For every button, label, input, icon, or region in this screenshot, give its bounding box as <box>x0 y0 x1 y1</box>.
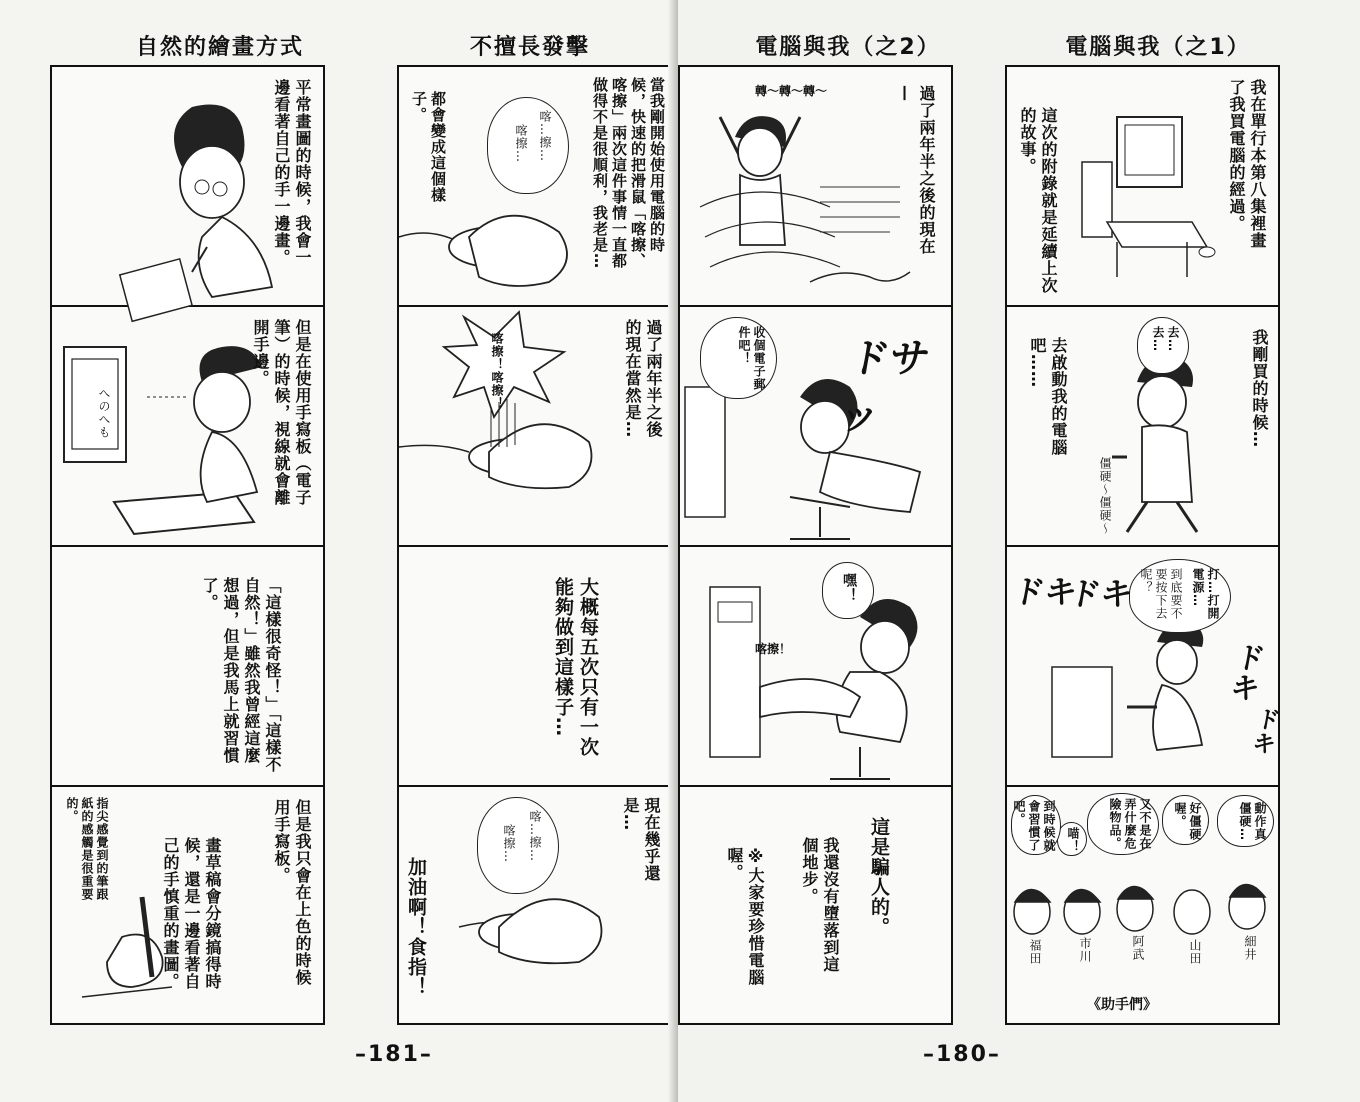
right-page <box>678 0 1360 1102</box>
comic-panel <box>52 67 323 307</box>
comic-panel <box>52 547 323 787</box>
page-number: –181– <box>355 1042 433 1067</box>
narration-text: 加油啊！食指！ <box>405 857 427 997</box>
comic-panel <box>680 547 951 787</box>
speech-bubble: 動作真僵硬… <box>1217 795 1274 847</box>
narration-text: 過了兩年半之後的現在— <box>896 85 936 255</box>
screen-doodle-text: へのへも <box>97 387 111 439</box>
assistant-name: 細井 <box>1243 935 1257 961</box>
narration-text: ※大家要珍惜電腦喔。 <box>725 847 765 986</box>
speech-bubble: 喀…擦… 喀擦… <box>487 97 569 194</box>
narration-text: 去啟動我的電腦吧…… <box>1028 337 1068 456</box>
strip-title: 不擅長發擊 <box>469 35 590 60</box>
sfx-text: ドサッ <box>835 335 934 439</box>
comic-panel <box>1007 547 1284 787</box>
assistant-name: 市川 <box>1078 937 1092 963</box>
comic-panel <box>399 547 670 787</box>
sfx-text: ドキ <box>1245 707 1284 755</box>
speech-bubble: 又不是在弄什麼危險物品。 <box>1087 793 1159 855</box>
comic-strip <box>50 65 325 1025</box>
speech-bubble: 喵！ <box>1057 822 1087 856</box>
speech-bubble: 嘿！ <box>822 562 874 619</box>
comic-panel <box>1007 307 1278 547</box>
speech-bubble: 打…打開電源… 到底要不要按下去呢？ <box>1129 559 1231 633</box>
strip-title: 電腦與我（之2） <box>755 35 941 60</box>
narration-text: 當我剛開始使用電腦的時候，快速的把滑鼠「喀擦、喀擦」兩次這件事情一直都做得不是很順利，我老是… <box>591 77 666 269</box>
strip-title: 電腦與我（之1） <box>1065 35 1251 60</box>
speech-bubble: 收個電子郵件吧！ <box>700 317 777 399</box>
left-page <box>0 0 678 1102</box>
kicking-computer-illustration <box>680 547 951 787</box>
comic-panel <box>680 787 951 1023</box>
narration-text: 「這樣很奇怪！」「這樣不自然！」雖然我曾經這麼想過，但是我馬上就習慣了。 <box>200 577 282 773</box>
caption-text: 《助手們》 <box>1087 997 1157 1013</box>
sfx-text: 喀擦！ <box>755 642 792 656</box>
comic-strip <box>1005 65 1284 1025</box>
sfx-text: 轉～轉～轉～ <box>755 84 828 98</box>
comic-panel <box>399 787 670 1023</box>
sfx-text: ドキ <box>1009 573 1081 611</box>
narration-text: 畫草稿會分鏡搞得時候，還是一邊看著自己的手慎重的畫圖。 <box>161 837 222 990</box>
comic-panel <box>1007 787 1278 1023</box>
speech-bubble: 到時候就會習慣了吧。 <box>1011 795 1061 855</box>
strip-title: 自然的繪畫方式 <box>135 35 304 60</box>
comic-panel <box>52 787 323 1023</box>
narration-text: 大概每五次只有一次能夠做到這樣子… <box>552 577 599 757</box>
narration-text: 這次的附錄就是延續上次的故事。 <box>1018 107 1058 294</box>
comic-panel <box>399 67 670 307</box>
sfx-text: 僵硬～僵硬～ <box>1098 457 1112 535</box>
narration-text: 我還沒有墮落到這個地步。 <box>800 837 840 973</box>
comic-strip <box>397 65 672 1025</box>
burst-text: 喀擦！喀擦！ <box>490 332 504 410</box>
speech-bubble: 好僵硬喔。 <box>1162 795 1209 845</box>
comic-panel <box>52 307 323 547</box>
narration-text: 但是在使用手寫板（電子筆）的時候，視線就會離開手邊。 <box>251 319 312 506</box>
comic-panel <box>680 307 951 547</box>
narration-text: 現在幾乎還是… <box>621 797 661 882</box>
narration-text: 過了兩年半之後的現在當然是… <box>623 319 663 438</box>
comic-panel <box>399 307 670 547</box>
speech-bubble: 喀…擦… 喀擦… <box>477 797 559 894</box>
speech-bubble: 去…去… <box>1137 317 1189 374</box>
side-note: 指尖感覺到的筆跟紙的感觸是很重要的。 <box>65 797 109 901</box>
assistant-name: 阿武 <box>1131 935 1145 961</box>
comic-panel <box>680 67 951 307</box>
narration-text: 平常畫圖的時候，我會一邊看著自己的手一邊畫。 <box>272 79 312 266</box>
assistant-name: 山田 <box>1188 939 1202 965</box>
narration-text: 我在單行本第八集裡畫了我買電腦的經過。 <box>1227 79 1267 249</box>
page-number: –180– <box>923 1042 1001 1067</box>
narration-text: 這是騙人的。 <box>868 817 890 937</box>
sfx-text: ドキ <box>1065 575 1137 613</box>
sfx-text: ドキ <box>1221 642 1268 702</box>
assistant-name: 福田 <box>1028 939 1042 965</box>
narration-text: 我剛買的時候… <box>1250 329 1269 448</box>
comic-panel <box>1007 67 1278 307</box>
comic-strip <box>678 65 953 1025</box>
narration-text: 都會變成這個樣子。 <box>410 91 447 203</box>
narration-text: 但是我只會在上色的時候用手寫板。 <box>272 799 312 986</box>
